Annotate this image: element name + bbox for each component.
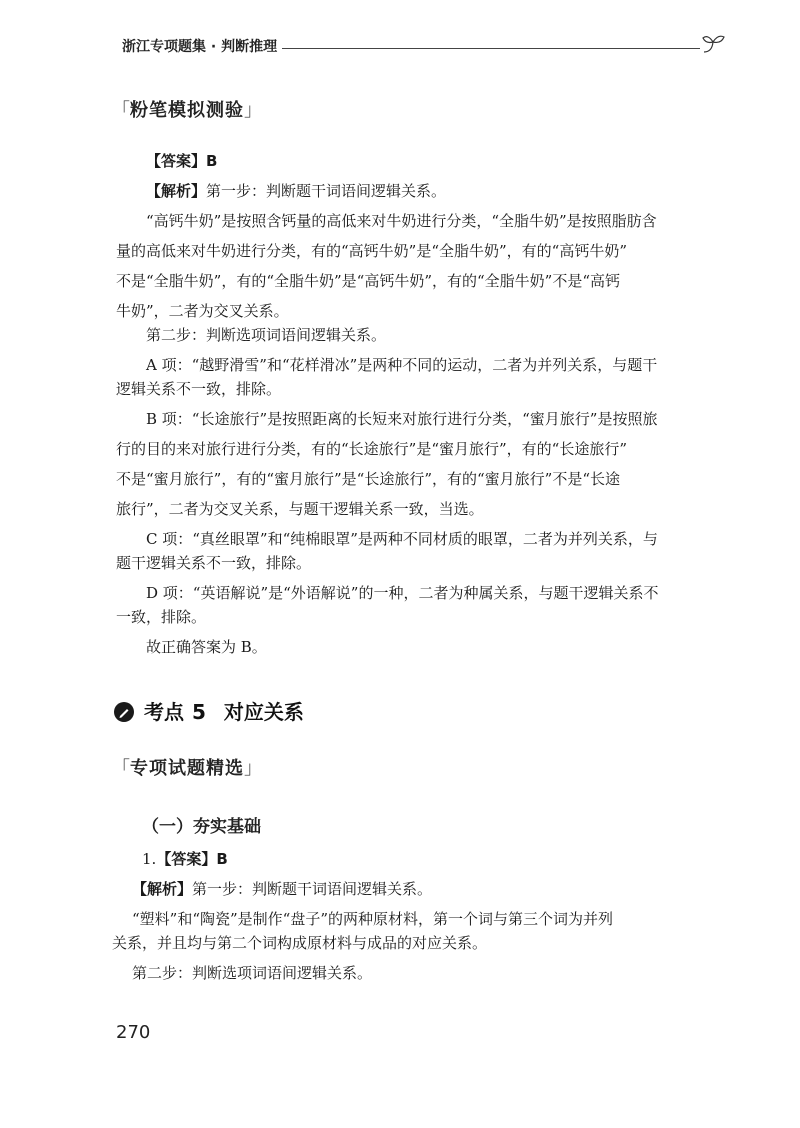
paragraph-line: “塑料”和“陶瓷”是制作“盘子”的两种原材料，第一个词与第三个词为并列 bbox=[132, 910, 614, 928]
paragraph-line: 不是“全脂牛奶”，有的“全脂牛奶”是“高钙牛奶”，有的“全脂牛奶”不是“高钙 bbox=[116, 272, 621, 290]
page-number: 270 bbox=[116, 1022, 151, 1043]
section-title-selected-questions bbox=[112, 754, 262, 780]
bracket-open: 「 bbox=[112, 100, 130, 121]
option-c-line: C 项：“真丝眼罩”和“纯棉眼罩”是两种不同材质的眼罩，二者为并列关系，与 bbox=[146, 530, 658, 548]
section-title-text: 专项试题精选 bbox=[130, 758, 244, 779]
bracket-close: 」 bbox=[244, 100, 262, 121]
running-header bbox=[122, 32, 722, 58]
answer-line bbox=[142, 848, 228, 870]
option-b-line: 旅行”，二者为交叉关系，与题干逻辑关系一致，当选。 bbox=[116, 500, 484, 518]
answer-label: 【答案】 bbox=[156, 850, 217, 868]
kaodian-heading bbox=[114, 696, 304, 725]
analysis-label: 【解析】 bbox=[132, 880, 193, 898]
analysis-line bbox=[132, 878, 432, 900]
kaodian-name: 对应关系 bbox=[223, 700, 304, 724]
option-b-line: B 项：“长途旅行”是按照距离的长短来对旅行进行分类，“蜜月旅行”是按照旅 bbox=[146, 410, 658, 428]
pen-badge-icon bbox=[114, 702, 134, 722]
header-rule bbox=[282, 48, 700, 49]
paragraph-line: 量的高低来对牛奶进行分类，有的“高钙牛奶”是“全脂牛奶”，有的“高钙牛奶” bbox=[116, 242, 628, 260]
section-title-mock-test bbox=[112, 96, 262, 122]
paragraph-line: 第二步：判断选项词语间逻辑关系。 bbox=[132, 964, 373, 982]
paragraph-line: 第二步：判断选项词语间逻辑关系。 bbox=[146, 326, 387, 344]
question-number: 1. bbox=[142, 850, 157, 868]
answer-value: B bbox=[206, 152, 218, 170]
analysis-label: 【解析】 bbox=[146, 182, 207, 200]
option-c-line: 题干逻辑关系不一致，排除。 bbox=[116, 554, 312, 572]
header-title: 浙江专项题集 · 判断推理 bbox=[122, 39, 278, 55]
kaodian-label: 考点 bbox=[144, 700, 184, 724]
bracket-open: 「 bbox=[112, 758, 130, 779]
bracket-close: 」 bbox=[244, 758, 262, 779]
analysis-step1: 第一步：判断题干词语间逻辑关系。 bbox=[206, 182, 447, 200]
conclusion-line: 故正确答案为 B。 bbox=[146, 638, 267, 656]
option-b-line: 行的目的来对旅行进行分类，有的“长途旅行”是“蜜月旅行”，有的“长途旅行” bbox=[116, 440, 628, 458]
kaodian-number: 5 bbox=[192, 700, 206, 724]
option-d-line: 一致，排除。 bbox=[116, 608, 207, 626]
sprout-icon bbox=[700, 32, 726, 58]
answer-value: B bbox=[216, 850, 228, 868]
paragraph-line: 关系，并且均与第二个词构成原材料与成品的对应关系。 bbox=[112, 934, 488, 952]
answer-label: 【答案】 bbox=[146, 152, 207, 170]
section-title-text: 粉笔模拟测验 bbox=[130, 100, 244, 121]
option-a-line: 逻辑关系不一致，排除。 bbox=[116, 380, 282, 398]
option-a-line: A 项：“越野滑雪”和“花样滑冰”是两种不同的运动，二者为并列关系，与题干 bbox=[146, 356, 658, 374]
answer-line bbox=[146, 150, 217, 172]
paragraph-line: 牛奶”，二者为交叉关系。 bbox=[116, 302, 289, 320]
sub-heading: （一）夯实基础 bbox=[142, 817, 261, 837]
option-d-line: D 项：“英语解说”是“外语解说”的一种，二者为种属关系，与题干逻辑关系不 bbox=[146, 584, 659, 602]
analysis-line bbox=[146, 180, 446, 202]
paragraph-line: “高钙牛奶”是按照含钙量的高低来对牛奶进行分类，“全脂牛奶”是按照脂肪含 bbox=[146, 212, 657, 230]
option-b-line: 不是“蜜月旅行”，有的“蜜月旅行”是“长途旅行”，有的“蜜月旅行”不是“长途 bbox=[116, 470, 621, 488]
analysis-step1: 第一步：判断题干词语间逻辑关系。 bbox=[192, 880, 433, 898]
